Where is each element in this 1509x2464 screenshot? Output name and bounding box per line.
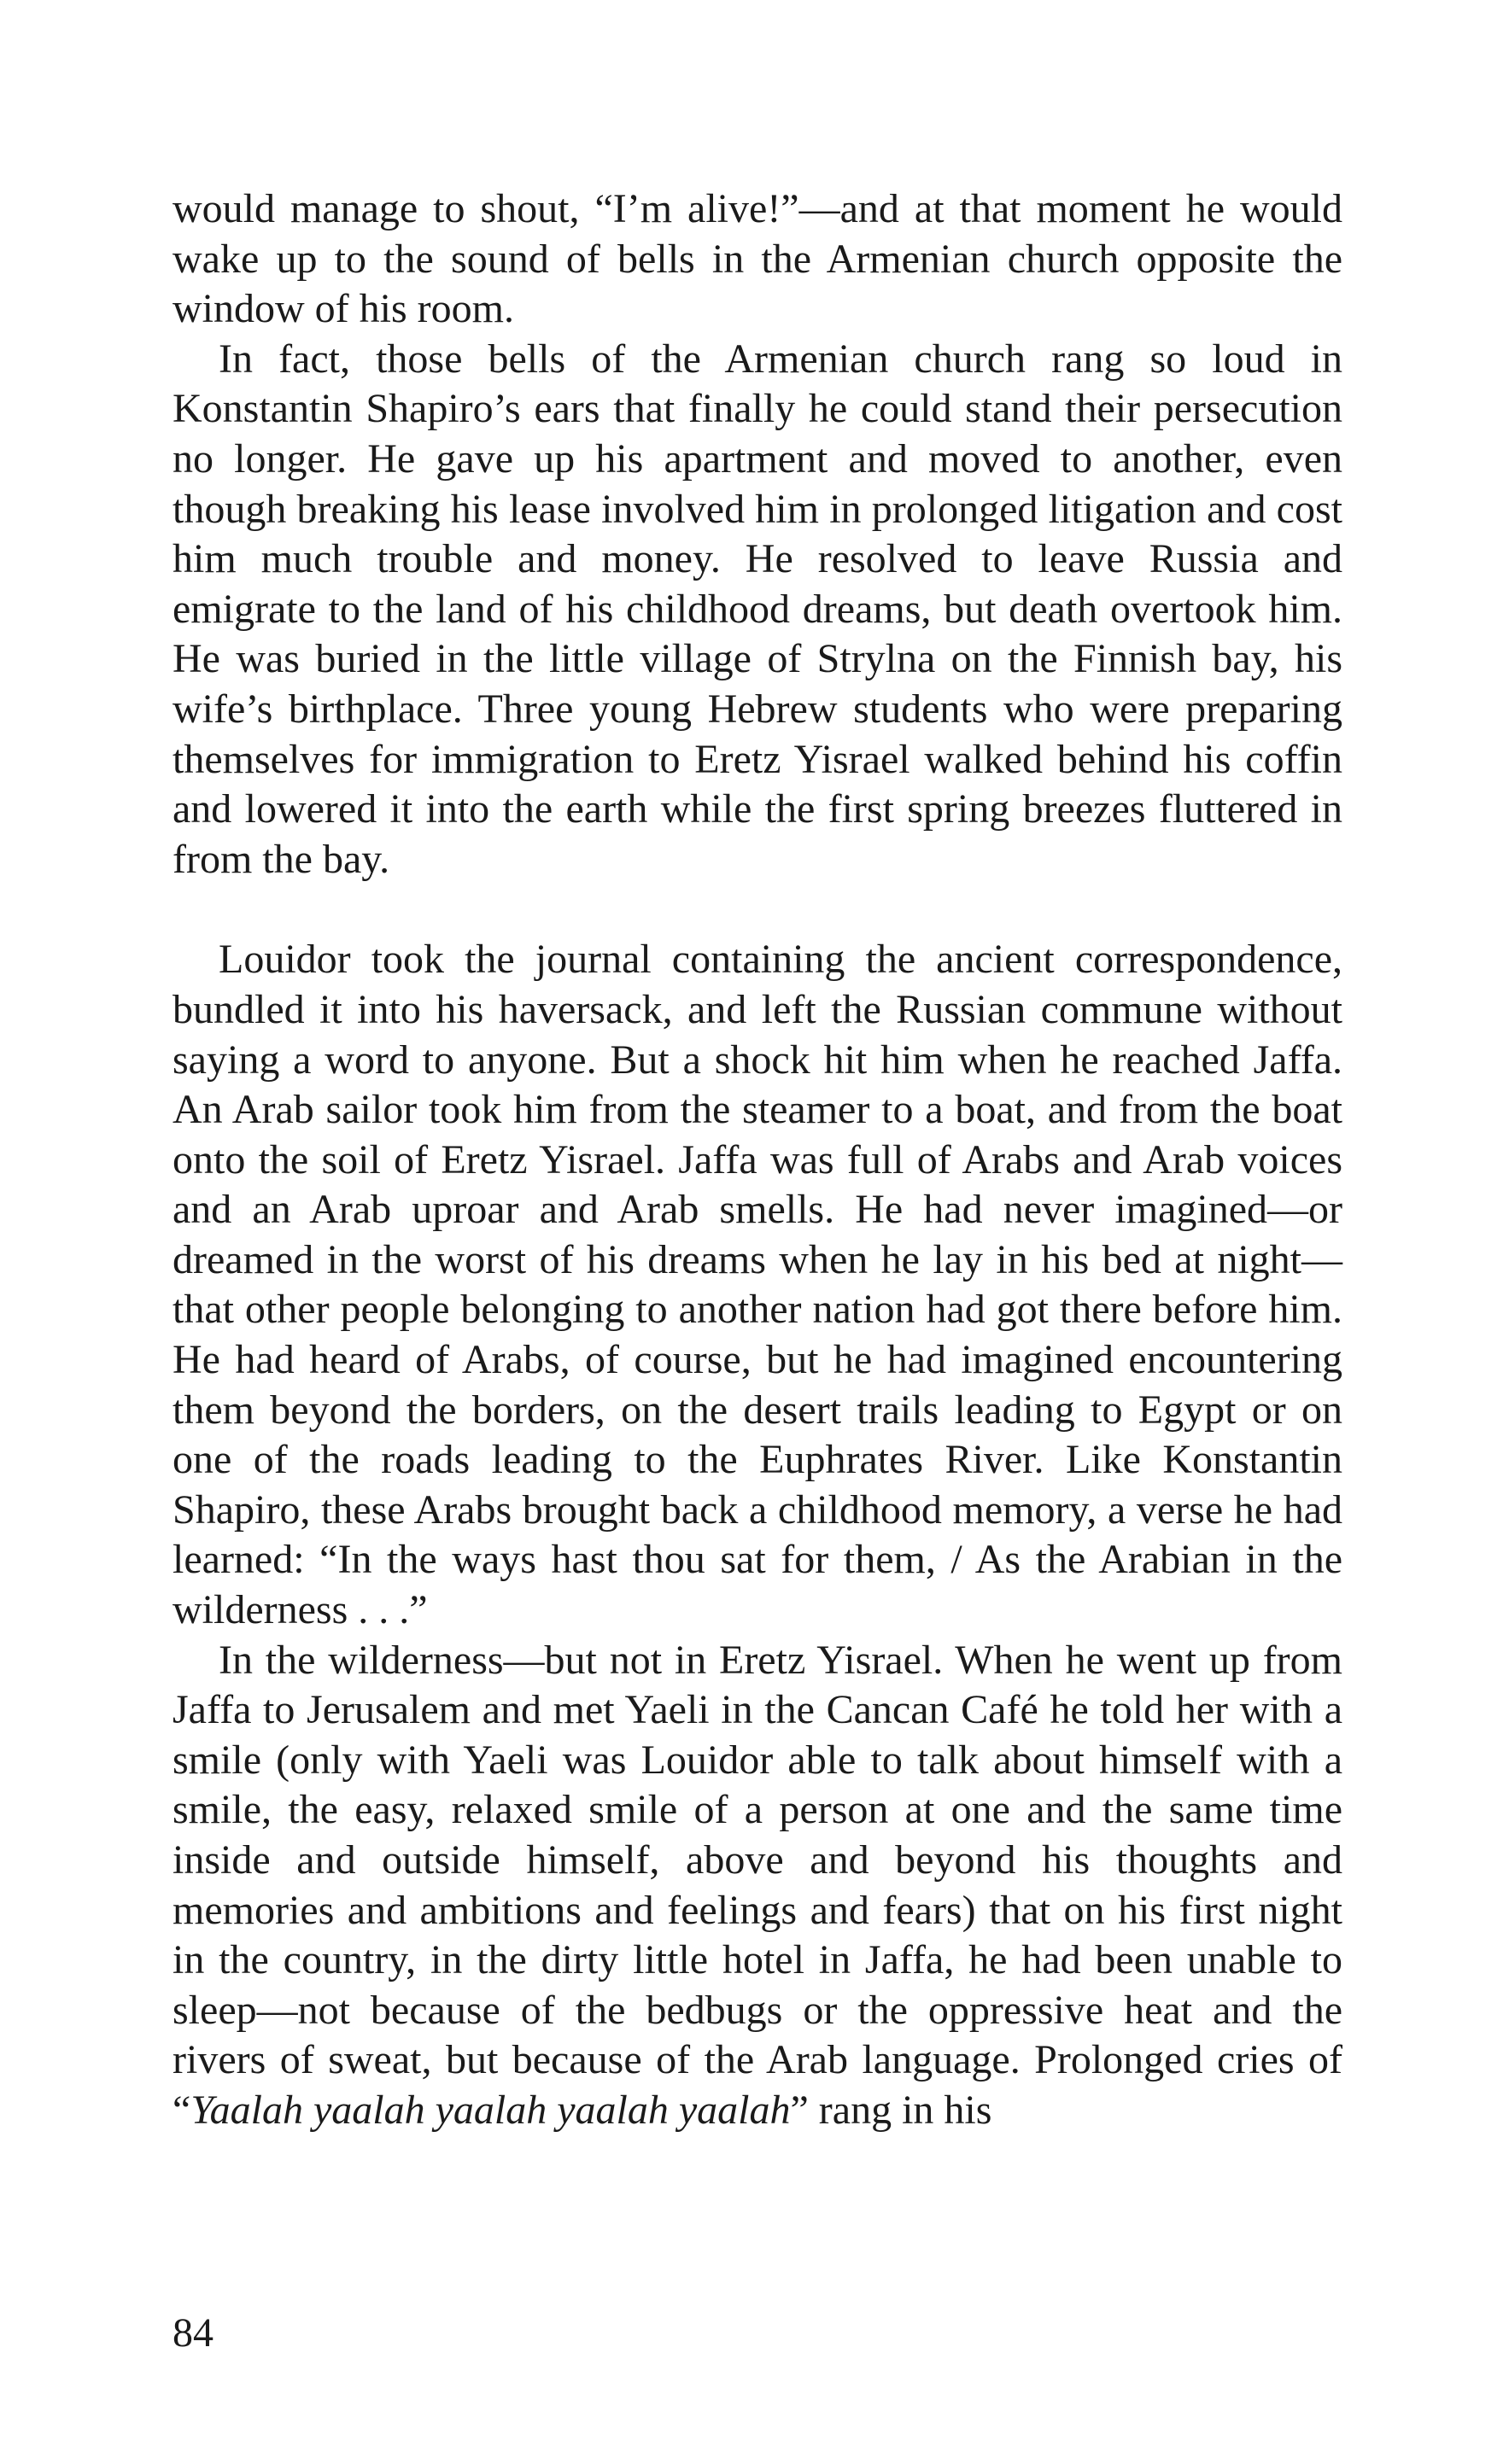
page-number: 84 xyxy=(173,2310,213,2356)
paragraph-continuation: would manage to shout, “I’m alive!”—and at that moment he would wake up to the sound of bells in the Armenian church opposite the window of his room. xyxy=(173,186,1342,332)
section-break xyxy=(173,885,1342,935)
arabic-cry-italic: Yaalah yaalah yaalah yaalah yaalah xyxy=(190,2087,791,2133)
body-text xyxy=(173,184,1342,2136)
paragraph-shapiro-bells: In fact, those bells of the Armenian church rang so loud in Konstantin Shapiro’s ears that finally he could stand their persecution no longer. He gave up his apartment and moved to another, even though breaking his lease involved him in prolonged litigation and cost him much trouble and money. He resolved to leave Russia and emigrate to the land of his childhood dreams, but death overtook him. He was buried in the little village of Strylna on the Finnish bay, his wife’s birthplace. Three young Hebrew students who were preparing themselves for immigration to Eretz Yisrael walked behind his coffin and lowered it into the earth while the first spring breezes fluttered in from the bay. xyxy=(173,336,1342,882)
paragraph-wilderness xyxy=(173,1636,1342,2136)
paragraph-wilderness-text: In the wilderness—but not in Eretz Yisrael. When he went up from Jaffa to Jerusalem and met Yaeli in the Cancan Café he told her with a smile (only with Yaeli was Louidor able to talk about himself with a smile, the easy, relaxed smile of a person at one and the same time inside and outside himself, above and beyond his thoughts and memories and ambitions and feelings and fears) that on his first night in the country, in the dirty little hotel in Jaffa, he had been unable to sleep—not because of the bedbugs or the oppressive heat and the rivers of sweat, but because of the Arab language. Prolonged cries of “ xyxy=(173,1637,1342,2133)
paragraph-wilderness-tail: ” rang in his xyxy=(790,2087,992,2133)
paragraph-louidor-jaffa: Louidor took the journal containing the ancient correspondence, bundled it into his haversack, and left the Russian commune without saying a word to anyone. But a shock hit him when he reached Jaffa. An Arab sailor took him from the steamer to a boat, and from the boat onto the soil of Eretz Yisrael. Jaffa was full of Arabs and Arab voices and an Arab uproar and Arab smells. He had never imagined—or dreamed in the worst of his dreams when he lay in his bed at night—that other people belonging to another nation had got there before him. He had heard of Arabs, of course, but he had imagined encountering them beyond the borders, on the desert trails leading to Egypt or on one of the roads leading to the Euphrates River. Like Konstantin Shapiro, these Arabs brought back a childhood memory, a verse he had learned: “In the ways hast thou sat for them, / As the Arabian in the wilderness . . .” xyxy=(173,937,1342,1633)
